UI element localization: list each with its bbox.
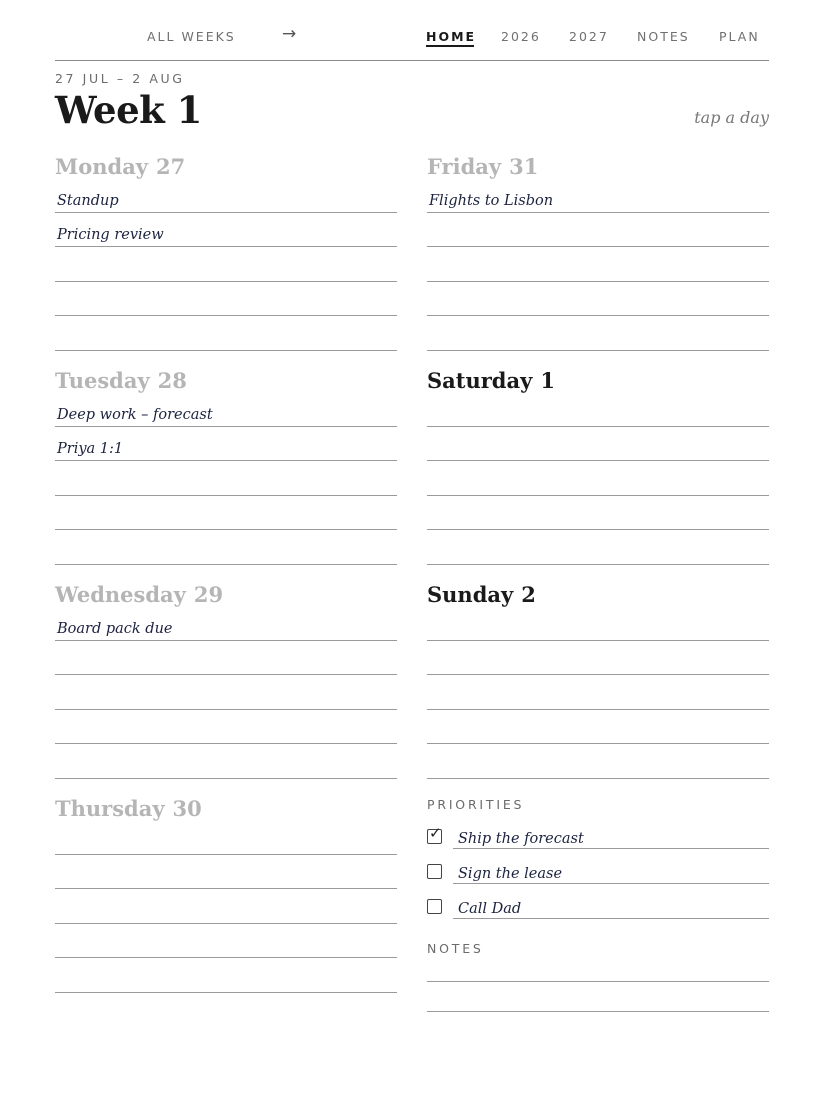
tab-2026[interactable]: 2026 — [501, 29, 541, 44]
entry-line[interactable] — [55, 392, 397, 427]
day-header[interactable] — [55, 356, 397, 392]
day-header[interactable] — [55, 570, 397, 606]
day-name — [55, 368, 187, 393]
entry-text: Deep work – forecast — [57, 406, 213, 423]
entry-line[interactable] — [427, 675, 769, 710]
date-range: 27 JUL – 2 AUG — [55, 71, 185, 86]
entry-line[interactable] — [55, 530, 397, 565]
entry-line[interactable] — [427, 496, 769, 531]
entry-line[interactable] — [427, 641, 769, 676]
arrow-right-icon[interactable]: → — [282, 24, 297, 44]
day-name — [55, 154, 185, 179]
day-name-label: Tuesday — [55, 368, 150, 393]
entry-line[interactable] — [427, 427, 769, 462]
entry-line[interactable] — [427, 461, 769, 496]
day-name — [55, 796, 202, 821]
day-header[interactable] — [427, 142, 769, 178]
entry-line[interactable] — [427, 530, 769, 565]
day-block-thursday[interactable] — [55, 784, 397, 993]
entry-line[interactable] — [55, 675, 397, 710]
priority-item — [427, 814, 769, 849]
day-number: 30 — [172, 796, 202, 821]
priority-checkbox[interactable] — [427, 899, 442, 914]
tab-2027[interactable]: 2027 — [569, 29, 609, 44]
day-name-label: Wednesday — [55, 582, 186, 607]
notes-line[interactable] — [427, 981, 769, 982]
tab-plan[interactable]: PLAN — [719, 29, 760, 44]
entry-line[interactable] — [55, 641, 397, 676]
tab-home[interactable]: HOME — [426, 29, 477, 44]
entry-line[interactable] — [55, 496, 397, 531]
day-header[interactable] — [427, 356, 769, 392]
entry-line[interactable] — [55, 710, 397, 745]
entry-text: Priya 1:1 — [57, 441, 124, 457]
entry-line[interactable] — [55, 924, 397, 959]
entry-line[interactable] — [55, 178, 397, 213]
priority-item — [427, 884, 769, 919]
day-block-tuesday[interactable] — [55, 356, 397, 565]
page-title: Week 1 — [55, 88, 202, 132]
day-block-sunday[interactable] — [427, 570, 769, 779]
entry-line[interactable] — [55, 213, 397, 248]
entry-line[interactable] — [55, 606, 397, 641]
top-nav — [55, 0, 769, 61]
entry-line[interactable] — [55, 461, 397, 496]
entry-line[interactable] — [55, 427, 397, 462]
entry-line[interactable] — [427, 247, 769, 282]
entry-text: Board pack due — [57, 620, 173, 637]
day-number: 31 — [509, 154, 539, 179]
notes-label: NOTES — [427, 941, 484, 956]
day-name — [427, 154, 538, 179]
priority-text: Call Dad — [458, 900, 522, 917]
day-block-friday[interactable] — [427, 142, 769, 351]
notes-line[interactable] — [427, 1011, 769, 1012]
day-header[interactable] — [427, 570, 769, 606]
day-block-monday[interactable] — [55, 142, 397, 351]
entry-line[interactable] — [55, 855, 397, 890]
day-number: 28 — [157, 368, 187, 393]
day-name-label: Sunday — [427, 582, 514, 607]
entry-line[interactable] — [427, 710, 769, 745]
day-name — [427, 582, 536, 607]
entry-line[interactable] — [427, 392, 769, 427]
entry-line[interactable] — [55, 282, 397, 317]
entry-line[interactable] — [55, 958, 397, 993]
entry-line[interactable] — [427, 316, 769, 351]
entry-line[interactable] — [55, 744, 397, 779]
day-name-label: Saturday — [427, 368, 533, 393]
day-number: 1 — [540, 368, 555, 393]
tap-a-day-hint: tap a day — [694, 108, 769, 127]
entry-line[interactable] — [55, 247, 397, 282]
day-name — [427, 368, 555, 393]
entry-line[interactable] — [55, 820, 397, 855]
checkmark-icon: ✓ — [429, 824, 442, 842]
day-number: 2 — [521, 582, 536, 607]
day-name-label: Friday — [427, 154, 502, 179]
entry-line[interactable] — [427, 178, 769, 213]
priority-item — [427, 849, 769, 884]
entry-text: Standup — [57, 192, 119, 209]
day-name-label: Monday — [55, 154, 149, 179]
day-name-label: Thursday — [55, 796, 165, 821]
priority-checkbox[interactable] — [427, 824, 442, 844]
priority-checkbox[interactable] — [427, 864, 442, 879]
day-block-wednesday[interactable] — [55, 570, 397, 779]
entry-text: Pricing review — [57, 227, 164, 243]
day-name — [55, 582, 223, 607]
entry-line[interactable] — [427, 744, 769, 779]
entry-line[interactable] — [427, 606, 769, 641]
priority-text: Sign the lease — [458, 865, 563, 882]
priority-line[interactable] — [453, 918, 769, 919]
day-number: 27 — [156, 154, 186, 179]
priority-text: Ship the forecast — [458, 830, 584, 847]
day-header[interactable] — [55, 142, 397, 178]
all-weeks-link[interactable]: ALL WEEKS — [147, 29, 236, 44]
priorities-label: PRIORITIES — [427, 797, 525, 812]
day-block-saturday[interactable] — [427, 356, 769, 565]
entry-line[interactable] — [427, 282, 769, 317]
day-number: 29 — [193, 582, 224, 607]
entry-line[interactable] — [55, 316, 397, 351]
day-header[interactable] — [55, 784, 397, 820]
tab-notes[interactable]: NOTES — [637, 29, 690, 44]
entry-line[interactable] — [55, 889, 397, 924]
entry-text: Flights to Lisbon — [429, 192, 554, 209]
entry-line[interactable] — [427, 213, 769, 248]
